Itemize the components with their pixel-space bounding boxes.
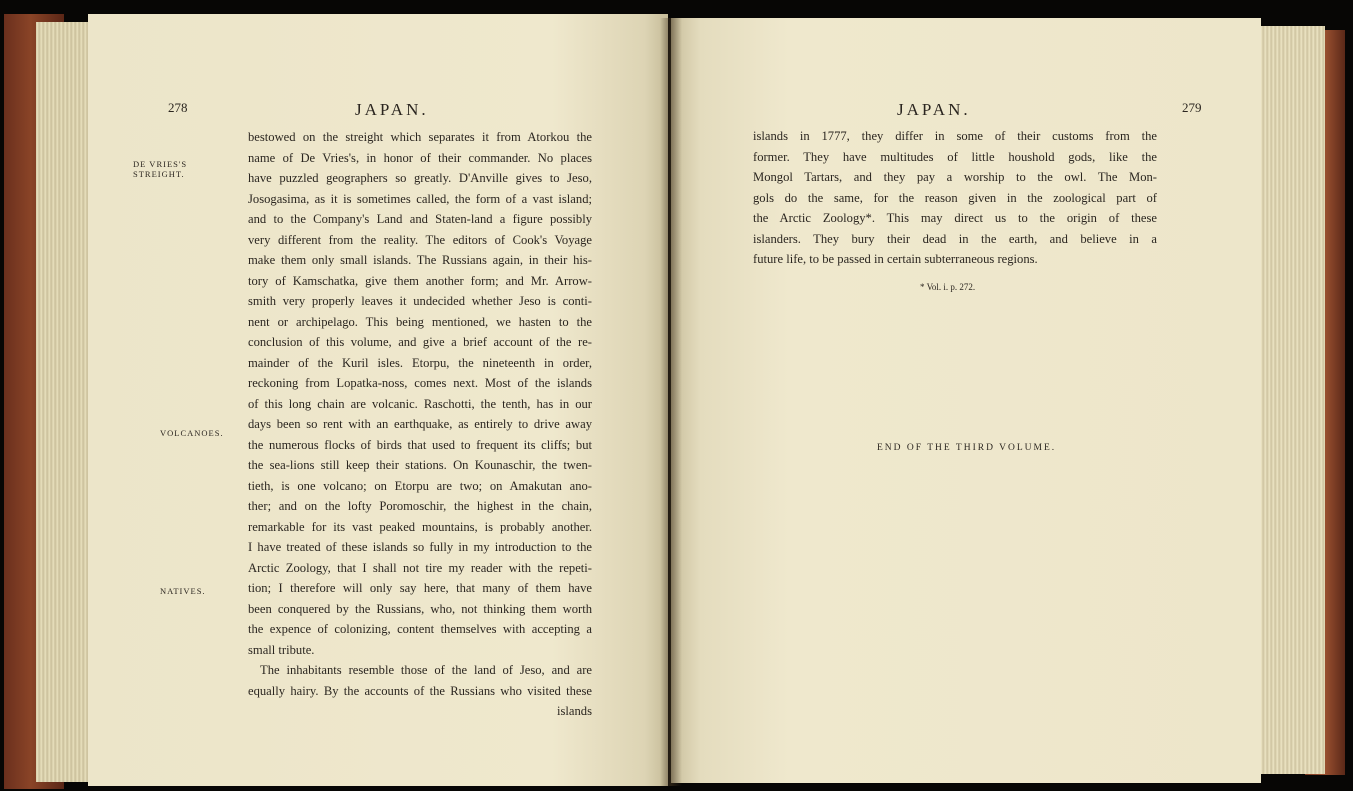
end-of-volume-note: END OF THE THIRD VOLUME. [877,443,1057,453]
text-line: small tribute. [248,642,315,657]
left-running-head: JAPAN. [355,100,429,119]
footnote: * Vol. i. p. 272. [920,282,976,292]
text-line: the numerous flocks of birds that used to frequent its cliffs; but [248,437,592,452]
text-line: tion; I therefore will only say here, that many of them have [248,581,592,595]
book-gutter [660,18,682,786]
sidenote-de-vries [133,159,187,179]
text-line: Mongol Tartars, and they pay a worship to the owl. The Mon- [753,170,1157,184]
text-line: the sea-lions still keep their stations. On Kounaschir, the twen- [248,458,592,472]
text-line: nent or archipelago. This being mentioned, we hasten to the [248,314,592,329]
sidenote-de-vries-line-2: STREIGHT. [133,169,185,179]
text-line: name of De Vries's, in honor of their commander. No places [248,150,592,165]
text-line: of this long chain are volcanic. Raschotti, the tenth, has in our [248,396,592,411]
text-line: former. They have multitudes of little houshold gods, like the [753,149,1157,164]
text-line: and to the Company's Land and Staten-land a figure possibly [248,212,592,226]
left-page [88,14,668,786]
text-line: mainder of the Kuril isles. Etorpu, the nineteenth in order, [248,355,592,370]
text-line: days been so rent with an earthquake, as entirely to drive away [248,417,592,431]
right-page-number: 279 [1182,100,1202,115]
text-line: future life, to be passed in certain subterraneous regions. [753,252,1038,266]
text-line: remarkable for its vast peaked mountains, is probably another. [248,519,592,534]
text-line: make them only small islands. The Russians again, in their his- [248,253,592,267]
right-page [671,18,1261,783]
sidenote-volcanoes: VOLCANOES. [160,428,224,438]
text-line: gols do the same, for the reason given in the zoological part of [753,190,1157,205]
text-line: very different from the reality. The editors of Cook's Voyage [248,232,592,247]
right-running-head: JAPAN. [897,100,971,119]
text-line: equally hairy. By the accounts of the Russians who visited these [248,683,592,698]
text-line: reckoning from Lopatka-noss, comes next. Most of the islands [248,376,592,390]
text-line: islanders. They bury their dead in the earth, and believe in a [753,231,1157,246]
text-line: The inhabitants resemble those of the land of Jeso, and are [260,663,592,677]
sidenote-de-vries-line-1: DE VRIES'S [133,159,188,169]
text-line: tory of Kamschatka, give them another form; and Mr. Arrow- [248,273,592,288]
left-body-text [248,127,592,722]
text-line: I have treated of these islands so fully in my introduction to the [248,540,592,554]
left-page-number: 278 [168,100,188,115]
sidenote-natives: NATIVES. [160,586,206,596]
text-line: been conquered by the Russians, who, not thinking them worth [248,601,592,616]
text-line: Arctic Zoology, that I shall not tire my reader with the repeti- [248,560,592,575]
text-line: Josogasima, as it is sometimes called, the form of a vast island; [248,191,592,206]
text-line: have puzzled geographers so greatly. D'Anville gives to Jeso, [248,171,592,185]
text-line: tieth, is one volcano; on Etorpu are two; on Amakutan ano- [248,478,592,493]
left-page-edges [36,22,96,782]
text-line: the expence of colonizing, content themselves with accepting a [248,622,592,636]
text-line: conclusion of this volume, and give a brief account of the re- [248,335,592,349]
text-line: islands in 1777, they differ in some of their customs from the [753,129,1157,143]
text-line: smith very properly leaves it undecided whether Jeso is conti- [248,294,592,308]
text-line: the Arctic Zoology*. This may direct us to the origin of these [753,211,1157,225]
right-body-text [753,126,1157,270]
text-line: islands [557,704,592,718]
text-line: ther; and on the lofty Poromoschir, the highest in the chain, [248,499,592,513]
text-line: bestowed on the streight which separates it from Atorkou the [248,130,592,144]
